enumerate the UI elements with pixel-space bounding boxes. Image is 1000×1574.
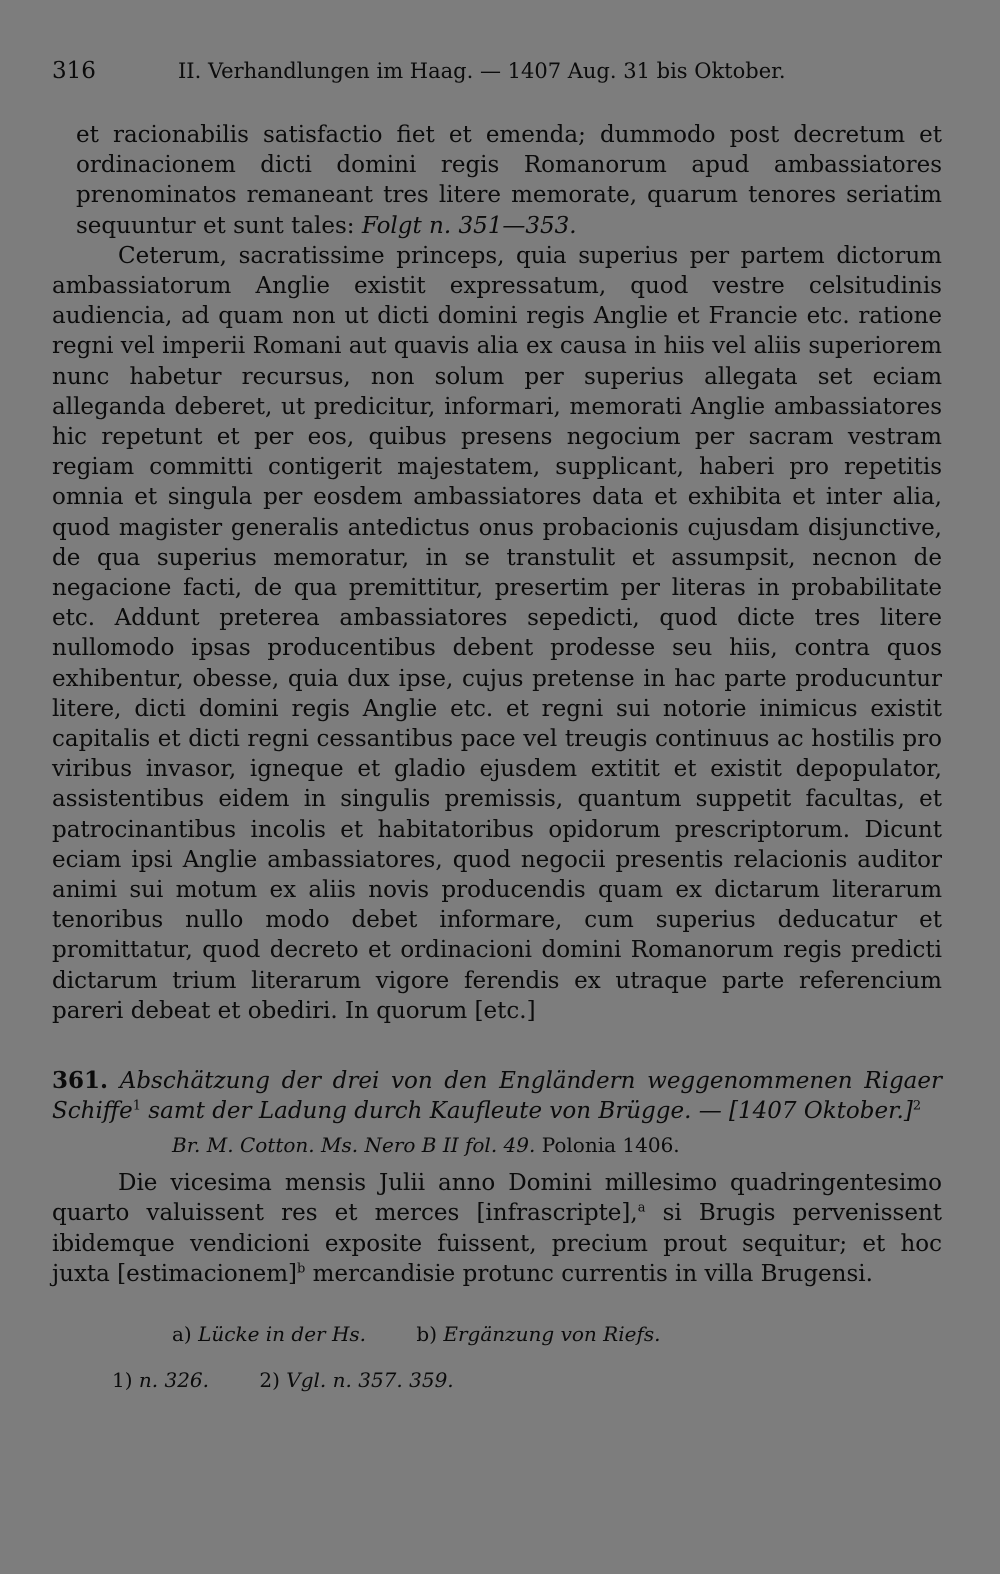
footnote-1: [112, 1368, 209, 1392]
footnote-2: [259, 1368, 453, 1392]
body-text-2: si Brugis pervenissent ibidemque vendicioni exposite fuissent, precium prout sequitur; et hoc juxta [estimacionem]: [52, 1200, 942, 1287]
reference-notes: [52, 1367, 942, 1393]
body-text-1: Die vicesima mensis Julii anno Domini millesimo quadringentesimo quarto valuissent res et merces [infrascripte],: [52, 1170, 942, 1227]
page-number: 316: [52, 58, 96, 84]
running-title: II. Verhandlungen im Haag. — 1407 Aug. 31 bis Oktober.: [178, 59, 786, 83]
note-label: 2): [259, 1367, 280, 1392]
document-entry: [52, 1066, 942, 1289]
note-text: n. 326.: [138, 1367, 210, 1392]
paragraph-ceterum: Ceterum, sacratissime princeps, quia superius per partem dictorum ambassiatorum Anglie existit expressatum, quod vestre celsitudinis audiencia, ad quam non ut dicti domini regis Anglie et Francie etc. ratione regni vel imperii Romani aut quavis alia ex causa in hiis vel aliis superiorem nunc habetur recursus, non solum per superius allegata set eciam alleganda deberet, ut predicitur, informari, memorati Anglie ambassiatores hic repetunt et per eos, quibus presens negocium per sacram vestram regiam committi contigerit majestatem, supplicant, haberi pro repetitis omnia et singula per eosdem ambassiatores data et exhibita et inter alia, quod magister generalis antedictus onus probacionis cujusdam disjunctive, de qua superius memoratur, in se transtulit et assumpsit, necnon de negacione facti, de qua premittitur, presertim per literas in probabilitate etc. Addunt preterea ambassiatores sepedicti, quod dicte tres litere nullomodo ipsas producentibus debent prodesse seu hiis, contra quos exhibentur, obesse, quia dux ipse, cujus pretense in hac parte producuntur litere, dicti domini regis Anglie etc. et regni sui notorie inimicus existit capitalis et dicti regni cessantibus pace vel treugis continuus ac hostilis pro viribus invasor, igneque et gladio ejusdem extitit et existit depopulator, assistentibus eidem in singulis premissis, quantum suppetit facultas, et patrocinantibus incolis et habitatoribus opidorum prescriptorum. Dicunt eciam ipsi Anglie ambassiatores, quod negocii presentis relacionis auditor animi sui motum ex aliis novis producendis quam ex dictarum literarum tenoribus nullo modo debet informare, cum superius deducatur et promittatur, quod decreto et ordinacioni domini Romanorum regis predicti dictarum trium literarum vigore ferendis ex utraque parte referencium pareri debeat et obediri. In quorum [etc.]: [52, 242, 942, 1024]
note-label: 1): [112, 1367, 133, 1392]
page-header: [52, 58, 942, 84]
source-citation: [52, 1132, 942, 1158]
note-ref-a: a: [637, 1200, 646, 1216]
textual-note-a: [172, 1322, 366, 1346]
body-text-3: mercandisie protunc currentis in villa Brugensi.: [305, 1260, 873, 1287]
page: [52, 58, 942, 1413]
source-manuscript: Br. M. Cotton. Ms. Nero B II fol. 49.: [172, 1133, 536, 1158]
title-text-2: samt der Ladung durch Kaufleute von Brügge. — [1407 Oktober.]: [141, 1098, 913, 1125]
footnote-ref-1: 1: [132, 1098, 141, 1114]
note-ref-b: b: [296, 1261, 306, 1277]
note-label: b): [416, 1321, 437, 1346]
document-title: [52, 1066, 942, 1126]
document-body: [52, 1168, 942, 1289]
source-note: Polonia 1406.: [541, 1133, 680, 1158]
cross-reference: Folgt n. 351—353.: [361, 212, 577, 239]
footnotes: [52, 1321, 942, 1393]
paragraph-text: et racionabilis satisfactio fiet et emenda; dummodo post decretum et ordinacionem dicti domini regis Romanorum apud ambassiatores prenominatos remaneant tres litere memorate, quarum tenores seriatim sequuntur et sunt tales:: [76, 122, 942, 239]
footnote-ref-2: 2: [912, 1098, 922, 1114]
document-number: 361.: [52, 1067, 109, 1095]
note-text: Vgl. n. 357. 359.: [286, 1367, 454, 1392]
textual-notes: [52, 1321, 942, 1347]
textual-note-b: [416, 1322, 660, 1346]
paragraph-continuation: [52, 120, 942, 241]
note-text: Ergänzung von Riefs.: [443, 1321, 661, 1346]
note-label: a): [172, 1321, 192, 1346]
note-text: Lücke in der Hs.: [198, 1321, 367, 1346]
title-text-1: Abschätzung der drei von den Engländern weggenommenen Rigaer Schiffe: [52, 1068, 942, 1125]
